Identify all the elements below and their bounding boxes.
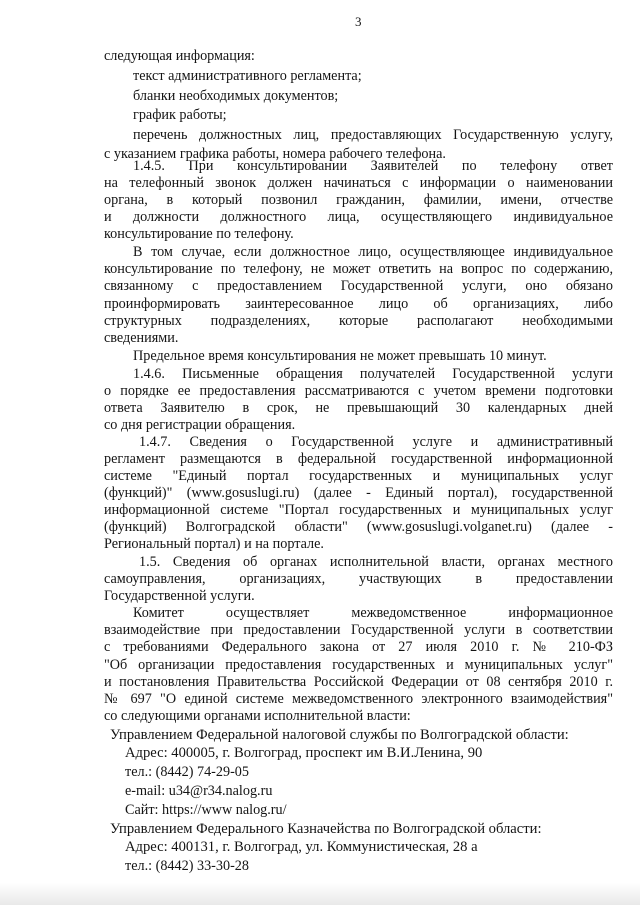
text-line: Государственной услуги. <box>104 588 255 604</box>
text-line: Управлением Федеральной налоговой службы по Волгоградской области: <box>110 727 569 743</box>
page-bottom-edge <box>0 883 640 905</box>
text-line: и постановления Правительства Российской Федерации от 08 сентября 2010 г. <box>104 674 613 690</box>
text-line: регламент размещаются в федеральной государственной информационной <box>104 451 613 467</box>
text-line: проинформировать заинтересованное лицо об организациях, либо <box>104 296 613 312</box>
text-line: системе "Единый портал государственных и муниципальных услуг <box>104 468 613 484</box>
text-line: с указанием графика работы, номера рабочего телефона. <box>104 146 446 162</box>
text-line: Региональный портал) и на портале. <box>104 536 324 552</box>
text-line: структурных подразделениях, которые располагают необходимыми <box>104 313 613 329</box>
text-line: информационной системе "Портал государственных и муниципальных услуг <box>104 502 613 518</box>
text-line: со следующими органами исполнительной власти: <box>104 708 411 724</box>
text-line: ответа Заявителю в срок, не превышающий 30 календарных дней <box>104 400 613 416</box>
text-line: Комитет осуществляет межведомственное информационное <box>133 605 613 621</box>
text-line: Сайт: https://www nalog.ru/ <box>125 802 287 818</box>
text-line: и должности должностного лица, осуществляющего индивидуальное <box>104 209 613 225</box>
text-line: консультирование по телефону. <box>104 226 294 242</box>
text-line: 1.4.6. Письменные обращения получателей Государственной услуги <box>133 366 613 382</box>
text-line: (функций)" (www.gosuslugi.ru) (далее - Единый портал), государственной <box>104 485 613 501</box>
text-line: Адрес: 400131, г. Волгоград, ул. Коммунистическая, 28 а <box>125 839 478 855</box>
text-line: (функций) Волгоградской области" (www.gosuslugi.volganet.ru) (далее - <box>104 519 613 535</box>
text-line: В том случае, если должностное лицо, осуществляющее индивидуальное <box>133 244 613 260</box>
text-line: связанному с предоставлением Государственной услуги, оно обязано <box>104 278 613 294</box>
text-line: Предельное время консультирования не может превышать 10 минут. <box>133 348 547 364</box>
text-line: с требованиями Федерального закона от 27 июля 2010 г. № 210-ФЗ <box>104 639 613 655</box>
text-line: самоуправления, организациях, участвующих в предоставлении <box>104 571 613 587</box>
text-line: консультирование по телефону, не может ответить на вопрос по содержанию, <box>104 261 613 277</box>
text-line: со дня регистрации обращения. <box>104 417 296 433</box>
text-line: № 697 "О единой системе межведомственного электронного взаимодействия" <box>104 691 613 707</box>
text-line: следующая информация: <box>104 48 255 64</box>
text-line: 1.5. Сведения об органах исполнительной власти, органах местного <box>139 554 613 570</box>
text-line: тел.: (8442) 33-30-28 <box>125 858 249 874</box>
text-line: тел.: (8442) 74-29-05 <box>125 764 249 780</box>
text-line: Управлением Федерального Казначейства по Волгоградской области: <box>110 821 542 837</box>
text-line: e-mail: u34@r34.nalog.ru <box>125 783 273 799</box>
text-line: перечень должностных лиц, предоставляющих Государственную услугу, <box>133 127 613 143</box>
text-line: о порядке ее предоставления рассматриваются с учетом времени подготовки <box>104 383 613 399</box>
text-line: текст административного регламента; <box>133 68 362 84</box>
text-line: 1.4.5. При консультировании Заявителей по телефону ответ <box>133 158 613 174</box>
text-line: график работы; <box>133 107 227 123</box>
text-line: "Об организации предоставления государственных и муниципальных услуг" <box>104 657 613 673</box>
text-line: 1.4.7. Сведения о Государственной услуге и административный <box>139 434 613 450</box>
text-line: взаимодействие при предоставлении Государственной услуги в соответствии <box>104 622 613 638</box>
text-line: на телефонный звонок должен начинаться с информации о наименовании <box>104 175 613 191</box>
page-number: 3 <box>355 14 362 29</box>
text-line: органа, в который позвонил гражданин, фамилии, имени, отчестве <box>104 192 613 208</box>
text-line: бланки необходимых документов; <box>133 88 339 104</box>
text-line: Адрес: 400005, г. Волгоград, проспект им В.И.Ленина, 90 <box>125 745 483 761</box>
text-line: сведениями. <box>104 330 179 346</box>
